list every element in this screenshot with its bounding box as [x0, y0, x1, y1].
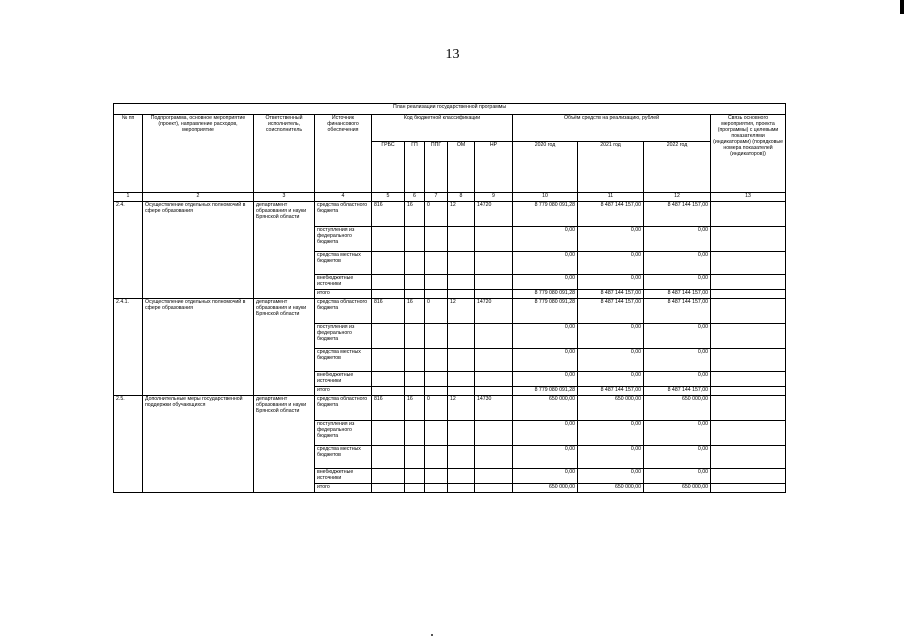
budget-code-cell [405, 252, 425, 275]
budget-code-cell [475, 445, 513, 468]
budget-code-cell [448, 371, 475, 386]
budget-code-cell [425, 483, 448, 492]
header-budget-classification: Код бюджетной классификации [372, 115, 513, 142]
amount-cell: 650 000,00 [513, 483, 578, 492]
column-number-cell: 2 [143, 193, 254, 202]
header-ppg: ППГ [425, 142, 448, 193]
budget-code-cell [425, 289, 448, 298]
item-name: Дополнительные меры государственной поддержки обучающихся [143, 395, 254, 492]
amount-cell: 0,00 [578, 252, 644, 275]
funding-source: средства областного бюджета [315, 202, 372, 227]
indicator-cell [711, 386, 786, 395]
item-executor: департамент образования и науки Брянской области [254, 395, 315, 492]
header-year-2022: 2022 год [644, 142, 711, 193]
budget-code-cell [405, 371, 425, 386]
table-row [114, 298, 786, 323]
amount-cell: 0,00 [578, 348, 644, 371]
amount-cell: 0,00 [644, 275, 711, 290]
budget-code-cell [475, 348, 513, 371]
budget-code-cell [372, 275, 405, 290]
amount-cell: 0,00 [513, 323, 578, 348]
budget-code-cell [372, 252, 405, 275]
budget-code-cell [405, 420, 425, 445]
budget-code-cell: 12 [448, 298, 475, 323]
header-subprogram: Подпрограмма, основное мероприятие (проект), направление расходов, мероприятие [143, 115, 254, 193]
amount-cell: 0,00 [578, 275, 644, 290]
column-number-cell: 11 [578, 193, 644, 202]
item-number: 2.4. [114, 202, 143, 299]
budget-code-cell [425, 252, 448, 275]
indicator-cell [711, 445, 786, 468]
budget-code-cell [448, 483, 475, 492]
indicator-cell [711, 227, 786, 252]
page-number: 13 [445, 47, 460, 62]
budget-code-cell: 816 [372, 395, 405, 420]
budget-code-cell: 14730 [475, 395, 513, 420]
amount-cell: 8 487 144 157,00 [578, 289, 644, 298]
amount-cell: 0,00 [578, 371, 644, 386]
amount-cell: 650 000,00 [578, 395, 644, 420]
amount-cell: 8 487 144 157,00 [578, 202, 644, 227]
budget-code-cell [448, 420, 475, 445]
funding-source: итого [315, 483, 372, 492]
item-name: Осуществление отдельных полномочий в сфере образования [143, 298, 254, 395]
amount-cell: 0,00 [578, 420, 644, 445]
budget-code-cell [372, 483, 405, 492]
item-executor: департамент образования и науки Брянской области [254, 202, 315, 299]
budget-code-cell: 16 [405, 298, 425, 323]
indicator-cell [711, 275, 786, 290]
budget-code-cell [425, 371, 448, 386]
funding-source: средства областного бюджета [315, 298, 372, 323]
budget-code-cell [425, 348, 448, 371]
funding-source: поступления из федерального бюджета [315, 227, 372, 252]
item-name: Осуществление отдельных полномочий в сфере образования [143, 202, 254, 299]
budget-code-cell [448, 275, 475, 290]
funding-source: средства местных бюджетов [315, 348, 372, 371]
amount-cell: 0,00 [644, 468, 711, 483]
budget-code-cell [405, 348, 425, 371]
budget-code-cell [448, 468, 475, 483]
amount-cell: 8 487 144 157,00 [578, 386, 644, 395]
budget-code-cell [405, 468, 425, 483]
header-om: ОМ [448, 142, 475, 193]
budget-code-cell [405, 275, 425, 290]
column-number-cell: 5 [372, 193, 405, 202]
item-executor: департамент образования и науки Брянской области [254, 298, 315, 395]
header-indicators-link: Связь основного мероприятия, проекта (программы) с целевыми показателями (индикаторами) (порядковые номера показателей (индикаторов)) [711, 115, 786, 193]
column-number-cell: 1 [114, 193, 143, 202]
indicator-cell [711, 348, 786, 371]
funding-source: внебюджетные источники [315, 468, 372, 483]
budget-code-cell [475, 468, 513, 483]
amount-cell: 650 000,00 [644, 395, 711, 420]
amount-cell: 8 487 144 157,00 [644, 289, 711, 298]
amount-cell: 0,00 [513, 445, 578, 468]
budget-code-cell [405, 227, 425, 252]
indicator-cell [711, 483, 786, 492]
budget-code-cell [425, 468, 448, 483]
budget-code-cell [448, 289, 475, 298]
column-number-cell: 12 [644, 193, 711, 202]
budget-code-cell: 16 [405, 395, 425, 420]
funding-source: итого [315, 289, 372, 298]
indicator-cell [711, 202, 786, 227]
amount-cell: 0,00 [578, 227, 644, 252]
budget-code-cell [475, 227, 513, 252]
budget-code-cell: 12 [448, 395, 475, 420]
amount-cell: 0,00 [578, 323, 644, 348]
amount-cell: 0,00 [644, 445, 711, 468]
budget-code-cell [372, 420, 405, 445]
column-number-cell: 8 [448, 193, 475, 202]
budget-code-cell: 16 [405, 202, 425, 227]
amount-cell: 0,00 [513, 348, 578, 371]
indicator-cell [711, 395, 786, 420]
amount-cell: 0,00 [513, 275, 578, 290]
item-number: 2.4.1. [114, 298, 143, 395]
budget-code-cell [448, 445, 475, 468]
amount-cell: 8 487 144 157,00 [578, 298, 644, 323]
amount-cell: 0,00 [578, 445, 644, 468]
amount-cell: 0,00 [513, 252, 578, 275]
indicator-cell [711, 289, 786, 298]
amount-cell: 8 487 144 157,00 [644, 202, 711, 227]
table-row [114, 202, 786, 227]
budget-code-cell [405, 386, 425, 395]
budget-code-cell [372, 227, 405, 252]
funding-source: средства областного бюджета [315, 395, 372, 420]
budget-code-cell: 0 [425, 202, 448, 227]
budget-code-cell: 816 [372, 202, 405, 227]
budget-code-cell: 0 [425, 395, 448, 420]
budget-code-cell [475, 252, 513, 275]
amount-cell: 0,00 [644, 323, 711, 348]
header-number: № пп [114, 115, 143, 193]
budget-code-cell [448, 323, 475, 348]
budget-code-cell [425, 275, 448, 290]
indicator-cell [711, 468, 786, 483]
budget-code-cell: 14720 [475, 298, 513, 323]
budget-code-cell [425, 323, 448, 348]
amount-cell: 0,00 [644, 227, 711, 252]
budget-code-cell [475, 323, 513, 348]
item-number: 2.5. [114, 395, 143, 492]
indicator-cell [711, 420, 786, 445]
budget-code-cell [405, 483, 425, 492]
amount-cell: 650 000,00 [513, 395, 578, 420]
indicator-cell [711, 298, 786, 323]
budget-code-cell: 0 [425, 298, 448, 323]
amount-cell: 0,00 [513, 468, 578, 483]
header-grbs: ГРБС [372, 142, 405, 193]
budget-code-cell [372, 386, 405, 395]
budget-code-cell [372, 289, 405, 298]
amount-cell: 650 000,00 [644, 483, 711, 492]
column-number-cell: 7 [425, 193, 448, 202]
amount-cell: 0,00 [513, 420, 578, 445]
budget-code-cell [425, 386, 448, 395]
header-nr: НР [475, 142, 513, 193]
amount-cell: 8 779 080 091,28 [513, 289, 578, 298]
header-funding-source: Источник финансового обеспечения [315, 115, 372, 193]
budget-code-cell [475, 420, 513, 445]
budget-code-cell [405, 445, 425, 468]
budget-code-cell [475, 275, 513, 290]
budget-code-cell [372, 348, 405, 371]
table-row [114, 395, 786, 420]
corner-mark [900, 0, 904, 14]
amount-cell: 8 779 080 091,28 [513, 202, 578, 227]
budget-code-cell [372, 445, 405, 468]
column-number-cell: 3 [254, 193, 315, 202]
funding-source: внебюджетные источники [315, 275, 372, 290]
funding-source: внебюджетные источники [315, 371, 372, 386]
budget-code-cell [475, 483, 513, 492]
header-year-2020: 2020 год [513, 142, 578, 193]
budget-code-cell: 12 [448, 202, 475, 227]
amount-cell: 8 487 144 157,00 [644, 386, 711, 395]
header-executor: Ответственный исполнитель, соисполнитель [254, 115, 315, 193]
budget-code-cell [475, 371, 513, 386]
budget-code-cell [405, 323, 425, 348]
budget-code-cell [448, 252, 475, 275]
budget-code-cell [372, 371, 405, 386]
header-gp: ГП [405, 142, 425, 193]
funding-source: итого [315, 386, 372, 395]
budget-code-cell [425, 445, 448, 468]
amount-cell: 8 779 080 091,28 [513, 386, 578, 395]
column-number-cell: 10 [513, 193, 578, 202]
amount-cell: 0,00 [644, 252, 711, 275]
budget-code-cell [425, 227, 448, 252]
amount-cell: 0,00 [513, 371, 578, 386]
amount-cell: 8 779 080 091,28 [513, 298, 578, 323]
implementation-plan-table [113, 103, 786, 493]
amount-cell: 0,00 [644, 420, 711, 445]
column-number-cell: 6 [405, 193, 425, 202]
funding-source: средства местных бюджетов [315, 445, 372, 468]
funding-source: поступления из федерального бюджета [315, 420, 372, 445]
budget-code-cell [425, 420, 448, 445]
bottom-dot [431, 634, 433, 636]
column-number-cell: 9 [475, 193, 513, 202]
column-number-cell: 13 [711, 193, 786, 202]
budget-code-cell [475, 289, 513, 298]
indicator-cell [711, 371, 786, 386]
amount-cell: 650 000,00 [578, 483, 644, 492]
budget-code-cell [448, 348, 475, 371]
budget-code-cell [448, 227, 475, 252]
budget-code-cell: 14720 [475, 202, 513, 227]
header-funds-volume: Объём средств на реализацию, рублей [513, 115, 711, 142]
funding-source: поступления из федерального бюджета [315, 323, 372, 348]
budget-code-cell [475, 386, 513, 395]
budget-code-cell [372, 468, 405, 483]
budget-code-cell [405, 289, 425, 298]
indicator-cell [711, 323, 786, 348]
column-number-cell: 4 [315, 193, 372, 202]
table-title: План реализации государственной программы [114, 104, 786, 115]
budget-code-cell: 816 [372, 298, 405, 323]
budget-code-cell [448, 386, 475, 395]
amount-cell: 0,00 [513, 227, 578, 252]
amount-cell: 0,00 [578, 468, 644, 483]
indicator-cell [711, 252, 786, 275]
funding-source: средства местных бюджетов [315, 252, 372, 275]
amount-cell: 0,00 [644, 371, 711, 386]
header-year-2021: 2021 год [578, 142, 644, 193]
amount-cell: 8 487 144 157,00 [644, 298, 711, 323]
budget-code-cell [372, 323, 405, 348]
amount-cell: 0,00 [644, 348, 711, 371]
